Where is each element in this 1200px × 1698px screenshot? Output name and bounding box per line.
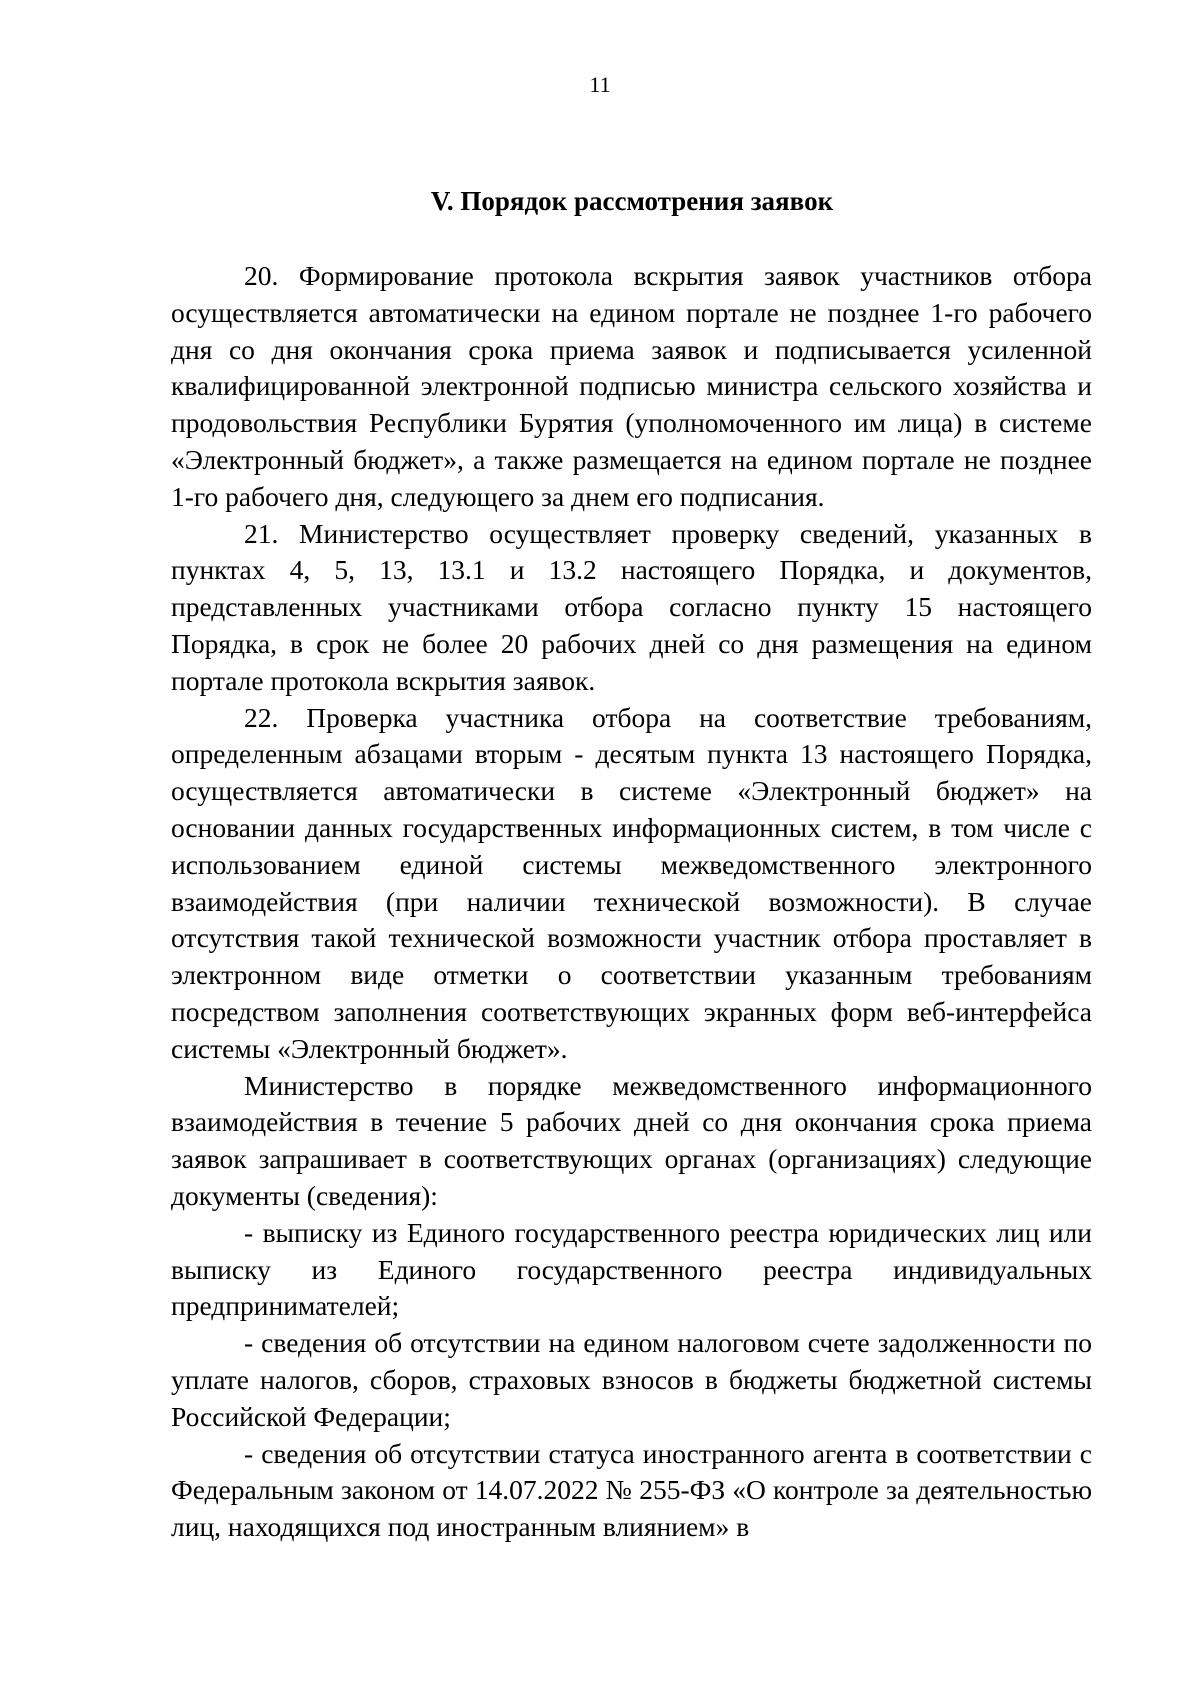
list-item-tax-debt: - сведения об отсутствии на едином налоговом счете задолженности по уплате налогов, сборов, страховых взносов в бюджеты бюджетной системы Российской Федерации;	[171, 1327, 1092, 1432]
page-number: 11	[589, 72, 611, 97]
paragraph-20: 20. Формирование протокола вскрытия заявок участников отбора осуществляется автоматически на едином портале не позднее 1-го рабочего дня со дня окончания срока приема заявок и подписывается усиленной квалифицированной электронной подписью министра сельского хозяйства и продовольствия Республики Бурятия (уполномоченного им лица) в системе «Электронный бюджет», а также размещается на едином портале не позднее 1-го рабочего дня, следующего за днем его подписания.	[171, 260, 1092, 512]
document-body	[171, 258, 1092, 1546]
paragraph-ministry-request: Министерство в порядке межведомственного информационного взаимодействия в течение 5 рабочих дней со дня окончания срока приема заявок запрашивает в соответствующих органах (организациях) следующие документы (сведения):	[171, 1069, 1092, 1211]
paragraph-22: 22. Проверка участника отбора на соответствие требованиям, определенным абзацами вторым - десятым пункта 13 настоящего Порядка, осуществляется автоматически в системе «Электронный бюджет» на основании данных государственных информационных систем, в том числе с использованием единой системы межведомственного электронного взаимодействия (при наличии технической возможности). В случае отсутствия такой технической возможности участник отбора проставляет в электронном виде отметки о соответствии указанным требованиям посредством заполнения соответствующих экранных форм веб-интерфейса системы «Электронный бюджет».	[171, 701, 1092, 1064]
list-item-register-extract: - выписку из Единого государственного реестра юридических лиц или выписку из Единого государственного реестра индивидуальных предпринимателей;	[171, 1216, 1092, 1322]
list-item-foreign-agent: - сведения об отсутствии статуса иностранного агента в соответствии с Федеральным законом от 14.07.2022 № 255-ФЗ «О контроле за деятельностью лиц, находящихся под иностранным влиянием» в	[171, 1437, 1092, 1543]
paragraph-21: 21. Министерство осуществляет проверку сведений, указанных в пунктах 4, 5, 13, 13.1 и 13.2 настоящего Порядка, и документов, представленных участниками отбора согласно пункту 15 настоящего Порядка, в срок не более 20 рабочих дней со дня размещения на едином портале протокола вскрытия заявок.	[171, 517, 1092, 696]
section-heading: V. Порядок рассмотрения заявок	[430, 186, 834, 216]
